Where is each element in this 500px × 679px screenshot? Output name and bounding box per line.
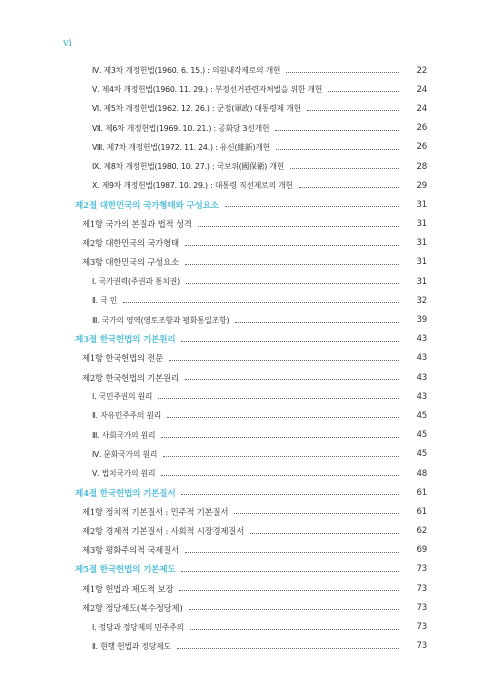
toc-entry-page: 62 <box>416 526 427 537</box>
dot-leader <box>286 72 399 73</box>
toc-entry-title: Ⅴ. 제4차 개정헌법(1960. 11. 29.) : 부정선거관련자처벌을 위한 개헌 <box>92 85 323 95</box>
dot-leader <box>275 130 399 131</box>
toc-entry-page: 61 <box>416 506 427 517</box>
dot-leader <box>225 206 399 207</box>
toc-entry-l1 <box>0 176 500 195</box>
toc-entry-page: 45 <box>416 410 427 421</box>
toc-entry-page: 43 <box>416 353 427 364</box>
toc-entry-title: 제1항 한국헌법의 전문 <box>82 353 164 364</box>
toc-entry-item <box>0 617 500 636</box>
toc-entry-page: 73 <box>416 641 427 652</box>
dot-leader <box>290 168 399 169</box>
dot-leader <box>276 149 399 150</box>
toc-entry-article <box>0 368 500 387</box>
toc-entry-title: Ⅲ. 사회국가의 원리 <box>92 430 156 440</box>
toc-entry-title: Ⅱ. 현행 헌법과 정당제도 <box>92 641 171 651</box>
dot-leader <box>161 475 399 476</box>
toc-entry-article <box>0 502 500 521</box>
toc-entry-title: 제1항 헌법과 제도적 보장 <box>82 583 174 594</box>
toc-entry-l1 <box>0 61 500 80</box>
toc-entry-item <box>0 272 500 291</box>
dot-leader <box>185 264 399 265</box>
toc-entry-title: Ⅵ. 제5차 개정헌법(1962. 12. 26.) : 군정(軍政) 대통령제 개헌 <box>92 104 301 114</box>
dot-leader <box>181 571 399 572</box>
dot-leader <box>190 629 399 630</box>
toc-entry-item <box>0 310 500 329</box>
toc-entry-title: Ⅱ. 자유민주주의 원리 <box>92 411 162 421</box>
dot-leader <box>185 245 399 246</box>
toc-entry-title: 제2절 대한민국의 국가형태와 구성요소 <box>75 200 219 211</box>
toc-entry-page: 31 <box>416 276 427 287</box>
toc-entry-title: Ⅳ. 제3차 개정헌법(1960. 6. 15.) : 의원내각제로의 개헌 <box>92 66 281 76</box>
toc-entry-title: Ⅳ. 문화국가의 원리 <box>92 449 158 459</box>
toc-entry-title: Ⅲ. 국가의 영역(영토조항과 평화통일조항) <box>92 315 230 325</box>
dot-leader <box>185 379 399 380</box>
toc-entry-title: 제2항 한국헌법의 기본원리 <box>82 372 179 383</box>
toc-entry-page: 73 <box>416 564 427 575</box>
toc-entry-title: Ⅹ. 제9차 개정헌법(1987. 10. 29.) : 대통령 직선제로의 개헌 <box>92 181 293 191</box>
toc-entry-title: 제4절 한국헌법의 기본질서 <box>75 488 176 499</box>
dot-leader <box>250 533 399 534</box>
toc-entry-page: 48 <box>416 468 427 479</box>
toc-entry-page: 61 <box>416 487 427 498</box>
toc-entry-item <box>0 291 500 310</box>
dot-leader <box>181 341 399 342</box>
toc-entry-item <box>0 464 500 483</box>
toc-entry-title: 제2항 대한민국의 국가형태 <box>82 238 179 249</box>
dot-leader <box>169 360 399 361</box>
dot-leader <box>163 456 399 457</box>
dot-leader <box>186 283 399 284</box>
toc-entry-page: 31 <box>416 238 427 249</box>
dot-leader <box>234 513 399 514</box>
toc-entry-title: Ⅴ. 법치국가의 원리 <box>92 469 156 479</box>
toc-entry-item <box>0 387 500 406</box>
toc-entry-page: 43 <box>416 334 427 345</box>
toc-entry-page: 31 <box>416 199 427 210</box>
toc-entry-page: 26 <box>416 123 427 134</box>
toc-entry-title: Ⅰ. 국가권력(주권과 통치권) <box>92 277 180 287</box>
toc-entry-article <box>0 522 500 541</box>
page-number: vi <box>63 38 72 49</box>
toc-entry-item <box>0 406 500 425</box>
dot-leader <box>235 322 399 323</box>
toc-entry-page: 31 <box>416 219 427 230</box>
toc-entry-page: 45 <box>416 449 427 460</box>
toc-entry-page: 24 <box>416 103 427 114</box>
dot-leader <box>189 609 399 610</box>
toc-entry-page: 73 <box>416 583 427 594</box>
toc-entry-section <box>0 195 500 214</box>
dot-leader <box>177 648 399 649</box>
toc-entry-page: 43 <box>416 391 427 402</box>
table-of-contents <box>0 61 500 656</box>
toc-entry-item <box>0 426 500 445</box>
toc-entry-article <box>0 579 500 598</box>
dot-leader <box>167 417 399 418</box>
toc-entry-title: Ⅱ. 국 민 <box>92 296 118 306</box>
toc-entry-section <box>0 330 500 349</box>
toc-entry-page: 26 <box>416 142 427 153</box>
dot-leader <box>179 590 399 591</box>
toc-entry-l1 <box>0 157 500 176</box>
dot-leader <box>185 552 399 553</box>
toc-entry-page: 43 <box>416 372 427 383</box>
dot-leader <box>307 110 399 111</box>
toc-entry-page: 45 <box>416 430 427 441</box>
toc-entry-page: 32 <box>416 295 427 306</box>
toc-entry-title: 제2항 정당제도(복수정당제) <box>82 602 183 613</box>
toc-entry-article <box>0 541 500 560</box>
toc-entry-l1 <box>0 119 500 138</box>
toc-entry-item <box>0 445 500 464</box>
toc-entry-title: Ⅰ. 정당과 정당제의 민주주의 <box>92 622 184 632</box>
toc-entry-page: 22 <box>416 65 427 76</box>
toc-entry-page: 73 <box>416 602 427 613</box>
toc-entry-title: 제1항 국가의 본질과 법적 성격 <box>82 219 192 230</box>
toc-entry-section <box>0 483 500 502</box>
toc-entry-title: Ⅶ. 제6차 개정헌법(1969. 10. 21.) : 공화당 3선개헌 <box>92 123 270 133</box>
dot-leader <box>198 226 399 227</box>
dot-leader <box>328 91 399 92</box>
dot-leader <box>161 437 399 438</box>
dot-leader <box>158 398 399 399</box>
toc-entry-page: 24 <box>416 84 427 95</box>
dot-leader <box>123 302 399 303</box>
toc-entry-article <box>0 215 500 234</box>
toc-entry-l1 <box>0 99 500 118</box>
toc-entry-title: 제5절 한국헌법의 기본제도 <box>75 565 176 576</box>
toc-entry-page: 73 <box>416 622 427 633</box>
toc-entry-l1 <box>0 80 500 99</box>
toc-entry-page: 28 <box>416 161 427 172</box>
toc-entry-l1 <box>0 138 500 157</box>
toc-entry-article <box>0 234 500 253</box>
toc-entry-article <box>0 349 500 368</box>
toc-entry-article <box>0 598 500 617</box>
toc-entry-page: 39 <box>416 315 427 326</box>
toc-entry-article <box>0 253 500 272</box>
toc-entry-title: Ⅷ. 제7차 개정헌법(1972. 11. 24.) : 유신(維新)개헌 <box>92 142 271 152</box>
dot-leader <box>299 187 399 188</box>
toc-entry-title: 제1항 정치적 기본질서 : 민주적 기본질서 <box>82 506 229 517</box>
toc-entry-title: 제3항 대한민국의 구성요소 <box>82 257 179 268</box>
toc-entry-page: 31 <box>416 257 427 268</box>
toc-entry-page: 29 <box>416 180 427 191</box>
toc-entry-title: 제3절 한국헌법의 기본원리 <box>75 335 176 346</box>
toc-entry-page: 69 <box>416 545 427 556</box>
toc-entry-title: 제2항 경제적 기본질서 : 사회적 시장경제질서 <box>82 526 245 537</box>
toc-entry-section <box>0 560 500 579</box>
toc-entry-title: Ⅰ. 국민주권의 원리 <box>92 392 153 402</box>
toc-entry-title: Ⅸ. 제8차 개정헌법(1980. 10. 27.) : 국보위(國保衛) 개헌 <box>92 162 285 172</box>
toc-entry-title: 제3항 평화주의적 국제질서 <box>82 545 179 556</box>
toc-entry-item <box>0 637 500 656</box>
dot-leader <box>181 494 399 495</box>
